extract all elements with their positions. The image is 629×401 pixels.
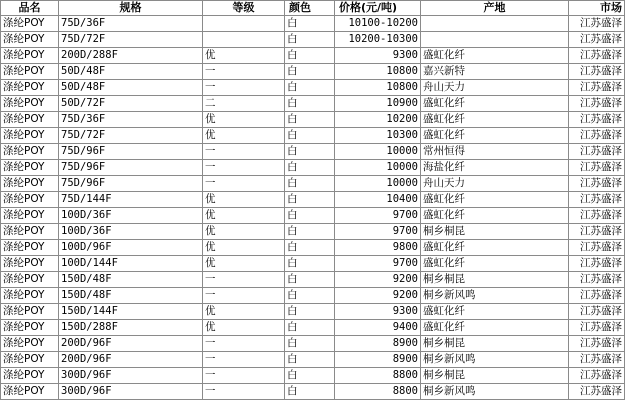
cell-color: 白 xyxy=(285,336,335,352)
table-row xyxy=(1,352,625,368)
cell-name: 涤纶POY xyxy=(1,48,59,64)
cell-spec: 75D/96F xyxy=(59,144,203,160)
cell-price: 10400 xyxy=(335,192,421,208)
cell-price: 9800 xyxy=(335,240,421,256)
cell-market: 江苏盛泽 xyxy=(569,96,625,112)
table-row xyxy=(1,160,625,176)
cell-grade: 优 xyxy=(203,112,285,128)
cell-color: 白 xyxy=(285,64,335,80)
cell-origin: 桐乡新风鸣 xyxy=(421,288,569,304)
cell-name: 涤纶POY xyxy=(1,112,59,128)
cell-market: 江苏盛泽 xyxy=(569,352,625,368)
cell-price: 10800 xyxy=(335,64,421,80)
table-row xyxy=(1,80,625,96)
cell-price: 10000 xyxy=(335,144,421,160)
cell-origin: 舟山天力 xyxy=(421,176,569,192)
cell-origin: 盛虹化纤 xyxy=(421,304,569,320)
cell-market: 江苏盛泽 xyxy=(569,64,625,80)
cell-name: 涤纶POY xyxy=(1,128,59,144)
cell-color: 白 xyxy=(285,224,335,240)
cell-price: 10000 xyxy=(335,160,421,176)
cell-grade: 一 xyxy=(203,272,285,288)
table-row xyxy=(1,64,625,80)
cell-market: 江苏盛泽 xyxy=(569,272,625,288)
header-name: 品名 xyxy=(1,1,59,16)
cell-color: 白 xyxy=(285,32,335,48)
table-row xyxy=(1,16,625,32)
cell-market: 江苏盛泽 xyxy=(569,176,625,192)
cell-market: 江苏盛泽 xyxy=(569,128,625,144)
cell-origin: 嘉兴新特 xyxy=(421,64,569,80)
cell-grade xyxy=(203,16,285,32)
cell-spec: 200D/96F xyxy=(59,352,203,368)
cell-grade: 优 xyxy=(203,192,285,208)
cell-market: 江苏盛泽 xyxy=(569,240,625,256)
cell-name: 涤纶POY xyxy=(1,368,59,384)
cell-spec: 150D/48F xyxy=(59,272,203,288)
cell-name: 涤纶POY xyxy=(1,320,59,336)
cell-spec: 200D/288F xyxy=(59,48,203,64)
cell-price: 10800 xyxy=(335,80,421,96)
cell-grade: 优 xyxy=(203,208,285,224)
cell-color: 白 xyxy=(285,256,335,272)
cell-spec: 50D/48F xyxy=(59,64,203,80)
cell-name: 涤纶POY xyxy=(1,272,59,288)
table-row xyxy=(1,128,625,144)
table-row xyxy=(1,224,625,240)
cell-origin: 盛虹化纤 xyxy=(421,320,569,336)
cell-spec: 200D/96F xyxy=(59,336,203,352)
cell-name: 涤纶POY xyxy=(1,304,59,320)
cell-price: 8900 xyxy=(335,352,421,368)
table-row xyxy=(1,320,625,336)
cell-name: 涤纶POY xyxy=(1,256,59,272)
cell-grade: 优 xyxy=(203,240,285,256)
cell-market: 江苏盛泽 xyxy=(569,288,625,304)
header-market: 市场 xyxy=(569,1,625,16)
cell-spec: 75D/96F xyxy=(59,160,203,176)
cell-origin: 桐乡新风鸣 xyxy=(421,352,569,368)
cell-name: 涤纶POY xyxy=(1,384,59,400)
cell-origin: 盛虹化纤 xyxy=(421,112,569,128)
table-row xyxy=(1,384,625,400)
cell-color: 白 xyxy=(285,304,335,320)
cell-grade: 一 xyxy=(203,288,285,304)
cell-market: 江苏盛泽 xyxy=(569,384,625,400)
cell-market: 江苏盛泽 xyxy=(569,112,625,128)
cell-price: 10000 xyxy=(335,176,421,192)
cell-price: 9700 xyxy=(335,224,421,240)
cell-name: 涤纶POY xyxy=(1,160,59,176)
cell-color: 白 xyxy=(285,144,335,160)
table-row xyxy=(1,48,625,64)
cell-price: 8800 xyxy=(335,384,421,400)
cell-color: 白 xyxy=(285,288,335,304)
cell-name: 涤纶POY xyxy=(1,352,59,368)
cell-spec: 75D/72F xyxy=(59,32,203,48)
cell-grade: 优 xyxy=(203,256,285,272)
cell-price: 9300 xyxy=(335,48,421,64)
cell-color: 白 xyxy=(285,208,335,224)
cell-name: 涤纶POY xyxy=(1,192,59,208)
cell-grade: 一 xyxy=(203,336,285,352)
table-row xyxy=(1,272,625,288)
cell-origin: 桐乡桐昆 xyxy=(421,272,569,288)
cell-price: 9700 xyxy=(335,256,421,272)
cell-grade: 一 xyxy=(203,80,285,96)
cell-color: 白 xyxy=(285,80,335,96)
cell-grade: 优 xyxy=(203,48,285,64)
cell-grade: 一 xyxy=(203,144,285,160)
cell-price: 8800 xyxy=(335,368,421,384)
cell-spec: 150D/48F xyxy=(59,288,203,304)
cell-spec: 75D/144F xyxy=(59,192,203,208)
cell-origin: 桐乡桐昆 xyxy=(421,368,569,384)
cell-color: 白 xyxy=(285,192,335,208)
cell-market: 江苏盛泽 xyxy=(569,224,625,240)
table-header-row xyxy=(1,1,625,16)
cell-spec: 50D/48F xyxy=(59,80,203,96)
cell-color: 白 xyxy=(285,96,335,112)
cell-price: 10300 xyxy=(335,128,421,144)
cell-grade: 优 xyxy=(203,224,285,240)
cell-grade: 一 xyxy=(203,368,285,384)
table-row xyxy=(1,368,625,384)
cell-origin: 桐乡桐昆 xyxy=(421,224,569,240)
table-row xyxy=(1,288,625,304)
cell-price: 10900 xyxy=(335,96,421,112)
cell-color: 白 xyxy=(285,320,335,336)
cell-market: 江苏盛泽 xyxy=(569,336,625,352)
cell-spec: 75D/36F xyxy=(59,16,203,32)
cell-name: 涤纶POY xyxy=(1,224,59,240)
cell-origin: 盛虹化纤 xyxy=(421,128,569,144)
cell-name: 涤纶POY xyxy=(1,336,59,352)
cell-name: 涤纶POY xyxy=(1,176,59,192)
cell-color: 白 xyxy=(285,160,335,176)
cell-spec: 100D/36F xyxy=(59,208,203,224)
cell-name: 涤纶POY xyxy=(1,240,59,256)
cell-color: 白 xyxy=(285,176,335,192)
cell-market: 江苏盛泽 xyxy=(569,192,625,208)
cell-spec: 75D/36F xyxy=(59,112,203,128)
table-row xyxy=(1,240,625,256)
cell-spec: 100D/96F xyxy=(59,240,203,256)
table-row xyxy=(1,256,625,272)
cell-name: 涤纶POY xyxy=(1,32,59,48)
header-grade: 等级 xyxy=(203,1,285,16)
cell-color: 白 xyxy=(285,272,335,288)
cell-price: 9400 xyxy=(335,320,421,336)
cell-market: 江苏盛泽 xyxy=(569,144,625,160)
cell-origin: 常州恒得 xyxy=(421,144,569,160)
cell-market: 江苏盛泽 xyxy=(569,208,625,224)
cell-market: 江苏盛泽 xyxy=(569,304,625,320)
cell-origin: 盛虹化纤 xyxy=(421,208,569,224)
cell-origin: 桐乡桐昆 xyxy=(421,336,569,352)
cell-market: 江苏盛泽 xyxy=(569,48,625,64)
cell-grade: 一 xyxy=(203,352,285,368)
cell-grade: 一 xyxy=(203,384,285,400)
cell-name: 涤纶POY xyxy=(1,144,59,160)
cell-origin xyxy=(421,16,569,32)
cell-origin: 桐乡新风鸣 xyxy=(421,384,569,400)
cell-color: 白 xyxy=(285,128,335,144)
table-row xyxy=(1,144,625,160)
cell-grade: 二 xyxy=(203,96,285,112)
cell-name: 涤纶POY xyxy=(1,208,59,224)
cell-origin: 盛虹化纤 xyxy=(421,256,569,272)
table-row xyxy=(1,304,625,320)
cell-name: 涤纶POY xyxy=(1,16,59,32)
cell-spec: 75D/72F xyxy=(59,128,203,144)
cell-price: 10200 xyxy=(335,112,421,128)
cell-price: 9200 xyxy=(335,288,421,304)
cell-spec: 300D/96F xyxy=(59,384,203,400)
table-body xyxy=(1,16,625,400)
cell-spec: 50D/72F xyxy=(59,96,203,112)
cell-grade: 优 xyxy=(203,320,285,336)
cell-market: 江苏盛泽 xyxy=(569,80,625,96)
table-row xyxy=(1,336,625,352)
cell-origin: 海盐化纤 xyxy=(421,160,569,176)
header-origin: 产地 xyxy=(421,1,569,16)
cell-origin: 盛虹化纤 xyxy=(421,192,569,208)
cell-market: 江苏盛泽 xyxy=(569,368,625,384)
cell-origin: 盛虹化纤 xyxy=(421,240,569,256)
cell-price: 8900 xyxy=(335,336,421,352)
cell-spec: 100D/36F xyxy=(59,224,203,240)
cell-price: 9200 xyxy=(335,272,421,288)
cell-name: 涤纶POY xyxy=(1,64,59,80)
cell-market: 江苏盛泽 xyxy=(569,256,625,272)
cell-name: 涤纶POY xyxy=(1,288,59,304)
cell-price: 10100-10200 xyxy=(335,16,421,32)
cell-origin: 盛虹化纤 xyxy=(421,48,569,64)
cell-origin: 舟山天力 xyxy=(421,80,569,96)
cell-name: 涤纶POY xyxy=(1,80,59,96)
cell-grade: 一 xyxy=(203,64,285,80)
header-spec: 规格 xyxy=(59,1,203,16)
cell-grade xyxy=(203,32,285,48)
cell-market: 江苏盛泽 xyxy=(569,320,625,336)
cell-price: 9700 xyxy=(335,208,421,224)
table-row xyxy=(1,208,625,224)
cell-grade: 一 xyxy=(203,160,285,176)
cell-spec: 300D/96F xyxy=(59,368,203,384)
table-row xyxy=(1,192,625,208)
cell-name: 涤纶POY xyxy=(1,96,59,112)
cell-color: 白 xyxy=(285,48,335,64)
cell-color: 白 xyxy=(285,384,335,400)
cell-price: 9300 xyxy=(335,304,421,320)
cell-grade: 优 xyxy=(203,128,285,144)
cell-spec: 150D/144F xyxy=(59,304,203,320)
cell-market: 江苏盛泽 xyxy=(569,160,625,176)
cell-market: 江苏盛泽 xyxy=(569,16,625,32)
table-row xyxy=(1,176,625,192)
header-price: 价格(元/吨) xyxy=(335,1,421,16)
header-color: 颜色 xyxy=(285,1,335,16)
cell-color: 白 xyxy=(285,112,335,128)
cell-origin xyxy=(421,32,569,48)
cell-grade: 优 xyxy=(203,304,285,320)
cell-spec: 150D/288F xyxy=(59,320,203,336)
table-row xyxy=(1,96,625,112)
table-row xyxy=(1,112,625,128)
cell-spec: 100D/144F xyxy=(59,256,203,272)
cell-color: 白 xyxy=(285,352,335,368)
cell-color: 白 xyxy=(285,240,335,256)
table-row xyxy=(1,32,625,48)
cell-grade: 一 xyxy=(203,176,285,192)
cell-color: 白 xyxy=(285,368,335,384)
cell-spec: 75D/96F xyxy=(59,176,203,192)
cell-color: 白 xyxy=(285,16,335,32)
cell-origin: 盛虹化纤 xyxy=(421,96,569,112)
cell-price: 10200-10300 xyxy=(335,32,421,48)
cell-market: 江苏盛泽 xyxy=(569,32,625,48)
